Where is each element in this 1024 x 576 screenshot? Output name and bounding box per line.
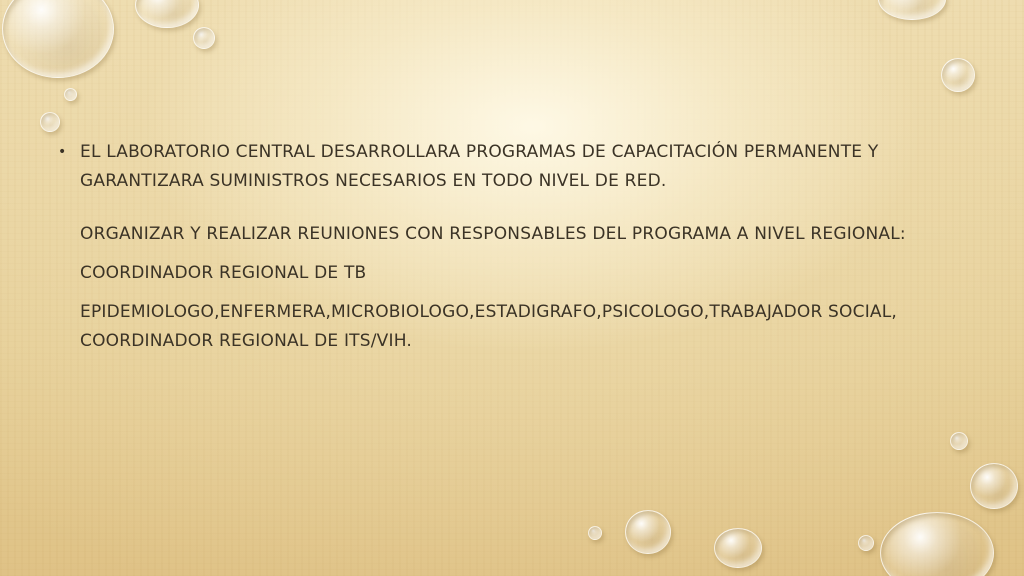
paragraph-laboratorio: EL LABORATORIO CENTRAL DESARROLLARA PROGRAMAS DE CAPACITACIÓN PERMANENTE Y GARANTIZARA SUMINISTROS NECESARIOS EN TODO NIVEL DE RED. bbox=[80, 142, 879, 191]
water-drop-decoration bbox=[64, 88, 77, 101]
water-drop-decoration bbox=[588, 526, 602, 540]
water-drop-decoration bbox=[878, 0, 946, 20]
water-drop-decoration bbox=[880, 512, 994, 576]
slide-content bbox=[58, 138, 948, 356]
water-drop-decoration bbox=[714, 528, 762, 568]
water-drop-decoration bbox=[40, 112, 60, 132]
water-drop-decoration bbox=[193, 27, 215, 49]
water-drop-decoration bbox=[950, 432, 968, 450]
bullet-marker: • bbox=[58, 144, 67, 160]
bullet-item bbox=[58, 138, 948, 196]
water-drop-decoration bbox=[625, 510, 671, 554]
water-drop-decoration bbox=[941, 58, 975, 92]
water-drop-decoration bbox=[2, 0, 114, 78]
paragraph-equipo-regional: EPIDEMIOLOGO,ENFERMERA,MICROBIOLOGO,ESTADIGRAFO,PSICOLOGO,TRABAJADOR SOCIAL, COORDINADOR REGIONAL DE ITS/VIH. bbox=[80, 302, 898, 351]
water-drop-decoration bbox=[970, 463, 1018, 509]
water-drop-decoration bbox=[858, 535, 874, 551]
water-drop-decoration bbox=[135, 0, 199, 28]
paragraph-coordinador-tb: COORDINADOR REGIONAL DE TB bbox=[80, 263, 367, 283]
paragraph-organizar: ORGANIZAR Y REALIZAR REUNIONES CON RESPONSABLES DEL PROGRAMA A NIVEL REGIONAL: bbox=[80, 224, 906, 244]
